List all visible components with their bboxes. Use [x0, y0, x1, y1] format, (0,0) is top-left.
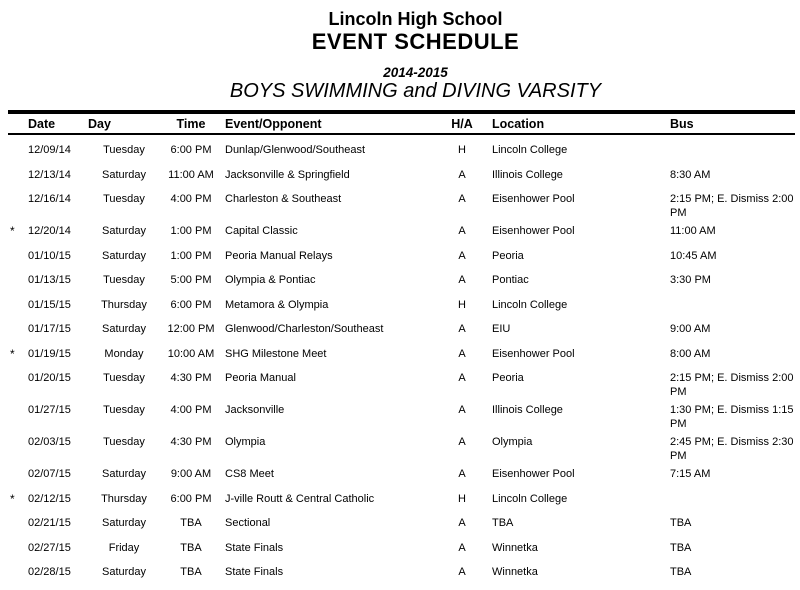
- cell-location: EIU: [492, 323, 511, 335]
- column-header-location: Location: [492, 117, 545, 131]
- cell-bus: TBA: [670, 541, 692, 554]
- schedule-row: [8, 188, 795, 220]
- cell-location: Eisenhower Pool: [492, 468, 575, 480]
- column-header-home-away: H/A: [451, 117, 473, 131]
- cell-date: 02/07/15: [28, 468, 71, 480]
- cell-location: Lincoln College: [492, 298, 568, 311]
- cell-home-away: A: [458, 541, 466, 554]
- schedule-row: [8, 343, 795, 368]
- cell-bus: TBA: [670, 566, 692, 578]
- cell-bus: 11:00 AM: [670, 225, 716, 237]
- cell-day: Tuesday: [103, 193, 145, 205]
- cell-home-away: A: [458, 404, 466, 416]
- column-header-day: Day: [88, 117, 111, 131]
- cell-event-opponent: Glenwood/Charleston/Southeast: [225, 323, 384, 335]
- schedule-row: [8, 399, 795, 431]
- cell-time: 4:30 PM: [170, 436, 212, 448]
- cell-date: 01/20/15: [28, 372, 71, 384]
- schedule-row: [8, 318, 795, 343]
- cell-location: Eisenhower Pool: [492, 347, 575, 360]
- cell-date: 12/09/14: [28, 144, 71, 156]
- cell-day: Saturday: [101, 168, 147, 181]
- cell-time: 4:00 PM: [170, 404, 212, 416]
- cell-event-opponent: Olympia & Pontiac: [225, 274, 316, 286]
- cell-time: 11:00 AM: [168, 168, 214, 181]
- cell-location: Olympia: [492, 436, 533, 448]
- cell-location: Illinois College: [492, 404, 563, 416]
- cell-date: 01/17/15: [28, 323, 71, 335]
- cell-home-away: A: [458, 566, 466, 578]
- cell-time: 6:00 PM: [170, 492, 212, 505]
- cell-day: Tuesday: [103, 404, 145, 416]
- schedule-row: [8, 561, 795, 586]
- cell-date: 02/27/15: [28, 541, 71, 554]
- cell-time: 1:00 PM: [170, 225, 212, 237]
- cell-day: Tuesday: [103, 274, 145, 286]
- cell-day: Monday: [104, 347, 144, 360]
- cell-location: Eisenhower Pool: [492, 193, 575, 205]
- cell-home-away: H: [458, 492, 466, 505]
- column-header-date: Date: [28, 117, 56, 131]
- cell-star-marker: *: [10, 346, 15, 361]
- cell-bus: 2:15 PM; E. Dismiss 2:00 PM: [670, 372, 794, 398]
- cell-date: 02/12/15: [28, 492, 71, 505]
- cell-date: 01/13/15: [28, 274, 71, 286]
- cell-star-marker: *: [10, 491, 15, 506]
- cell-day: Tuesday: [103, 436, 145, 448]
- schedule-row: [8, 512, 795, 537]
- cell-day: Saturday: [101, 468, 147, 480]
- cell-home-away: A: [458, 274, 466, 286]
- cell-day: Saturday: [101, 566, 147, 578]
- cell-home-away: A: [458, 249, 466, 262]
- cell-location: Lincoln College: [492, 144, 568, 156]
- column-header-bus: Bus: [670, 117, 694, 131]
- season-years: 2014-2015: [383, 65, 448, 80]
- cell-location: Lincoln College: [492, 492, 568, 505]
- cell-bus: 8:00 AM: [670, 347, 711, 360]
- cell-event-opponent: State Finals: [225, 566, 284, 578]
- cell-bus: 7:15 AM: [670, 468, 711, 480]
- column-header-time: Time: [176, 117, 206, 131]
- cell-location: Winnetka: [492, 541, 538, 554]
- cell-event-opponent: State Finals: [225, 541, 284, 554]
- cell-time: 1:00 PM: [170, 249, 212, 262]
- cell-bus: 2:15 PM; E. Dismiss 2:00 PM: [670, 193, 794, 219]
- cell-date: 01/19/15: [28, 347, 71, 360]
- cell-time: 12:00 PM: [167, 323, 215, 335]
- schedule-row: [8, 294, 795, 319]
- table-header-row: [8, 114, 795, 133]
- cell-date: 02/03/15: [28, 436, 71, 448]
- cell-event-opponent: Peoria Manual Relays: [225, 249, 333, 262]
- cell-time: 5:00 PM: [170, 274, 212, 286]
- cell-time: 10:00 AM: [167, 347, 215, 360]
- school-name: Lincoln High School: [328, 9, 503, 29]
- cell-location: Pontiac: [492, 274, 529, 286]
- cell-event-opponent: CS8 Meet: [225, 468, 274, 480]
- cell-day: Thursday: [101, 492, 147, 505]
- cell-day: Tuesday: [103, 144, 145, 156]
- cell-date: 01/10/15: [28, 249, 71, 262]
- cell-date: 02/28/15: [28, 566, 71, 578]
- cell-date: 12/20/14: [28, 225, 71, 237]
- cell-event-opponent: J-ville Routt & Central Catholic: [225, 492, 375, 505]
- schedule-row: [8, 537, 795, 562]
- cell-home-away: H: [458, 298, 466, 311]
- cell-event-opponent: Jacksonville & Springfield: [225, 168, 350, 181]
- cell-event-opponent: Peoria Manual: [225, 372, 296, 384]
- cell-time: TBA: [180, 517, 202, 529]
- cell-bus: 10:45 AM: [670, 249, 717, 262]
- document-header: [36, 8, 795, 102]
- schedule-row: [8, 431, 795, 463]
- schedule-row: [8, 488, 795, 513]
- cell-event-opponent: Jacksonville: [225, 404, 285, 416]
- schedule-row: [8, 164, 795, 189]
- cell-event-opponent: Sectional: [225, 517, 271, 529]
- cell-home-away: A: [458, 323, 466, 335]
- cell-time: TBA: [180, 541, 202, 554]
- cell-event-opponent: Olympia: [225, 436, 266, 448]
- column-header-event-opponent: Event/Opponent: [225, 117, 322, 131]
- document-title: EVENT SCHEDULE: [311, 29, 520, 54]
- cell-day: Saturday: [101, 517, 147, 529]
- cell-location: TBA: [492, 517, 514, 529]
- cell-event-opponent: SHG Milestone Meet: [225, 347, 327, 360]
- cell-home-away: A: [458, 168, 466, 181]
- cell-event-opponent: Dunlap/Glenwood/Southeast: [225, 144, 366, 156]
- cell-day: Tuesday: [103, 372, 145, 384]
- cell-date: 01/15/15: [28, 298, 71, 311]
- cell-day: Saturday: [101, 323, 147, 335]
- cell-location: Peoria: [492, 372, 524, 384]
- schedule-row: [8, 139, 795, 164]
- cell-day: Saturday: [101, 249, 147, 262]
- cell-star-marker: *: [10, 224, 15, 238]
- cell-time: 9:00 AM: [170, 468, 212, 480]
- cell-home-away: A: [458, 372, 466, 384]
- cell-location: Illinois College: [492, 168, 563, 181]
- cell-day: Friday: [108, 541, 140, 554]
- cell-bus: 9:00 AM: [670, 323, 711, 335]
- cell-home-away: A: [458, 517, 466, 529]
- cell-event-opponent: Capital Classic: [225, 225, 298, 237]
- cell-bus: 2:45 PM; E. Dismiss 2:30 PM: [670, 436, 794, 462]
- schedule-row: [8, 367, 795, 399]
- cell-time: 6:00 PM: [170, 144, 212, 156]
- cell-home-away: A: [458, 225, 466, 237]
- cell-date: 12/16/14: [28, 193, 71, 205]
- cell-location: Eisenhower Pool: [492, 225, 575, 237]
- schedule-row: [8, 463, 795, 488]
- cell-bus: 3:30 PM: [670, 274, 711, 286]
- team-title: BOYS SWIMMING and DIVING VARSITY: [229, 80, 602, 102]
- cell-date: 02/21/15: [28, 517, 71, 529]
- cell-home-away: A: [458, 468, 466, 480]
- cell-bus: 8:30 AM: [670, 168, 711, 181]
- cell-time: TBA: [180, 566, 202, 578]
- schedule-row: [8, 220, 795, 245]
- cell-date: 01/27/15: [28, 404, 71, 416]
- cell-day: Saturday: [101, 225, 147, 237]
- cell-home-away: A: [458, 436, 466, 448]
- cell-time: 4:00 PM: [170, 193, 212, 205]
- schedule-row: [8, 245, 795, 270]
- cell-location: Peoria: [492, 249, 524, 262]
- cell-event-opponent: Metamora & Olympia: [225, 298, 329, 311]
- cell-home-away: A: [458, 347, 466, 360]
- cell-location: Winnetka: [492, 566, 538, 578]
- cell-time: 4:30 PM: [170, 372, 212, 384]
- schedule-table-body: [8, 135, 795, 586]
- cell-bus: 1:30 PM; E. Dismiss 1:15 PM: [670, 404, 794, 430]
- cell-event-opponent: Charleston & Southeast: [225, 193, 342, 205]
- cell-bus: TBA: [670, 517, 692, 529]
- cell-date: 12/13/14: [28, 168, 71, 181]
- cell-home-away: A: [458, 193, 466, 205]
- cell-day: Thursday: [101, 298, 147, 311]
- schedule-row: [8, 269, 795, 294]
- cell-home-away: H: [458, 144, 466, 156]
- cell-time: 6:00 PM: [170, 298, 212, 311]
